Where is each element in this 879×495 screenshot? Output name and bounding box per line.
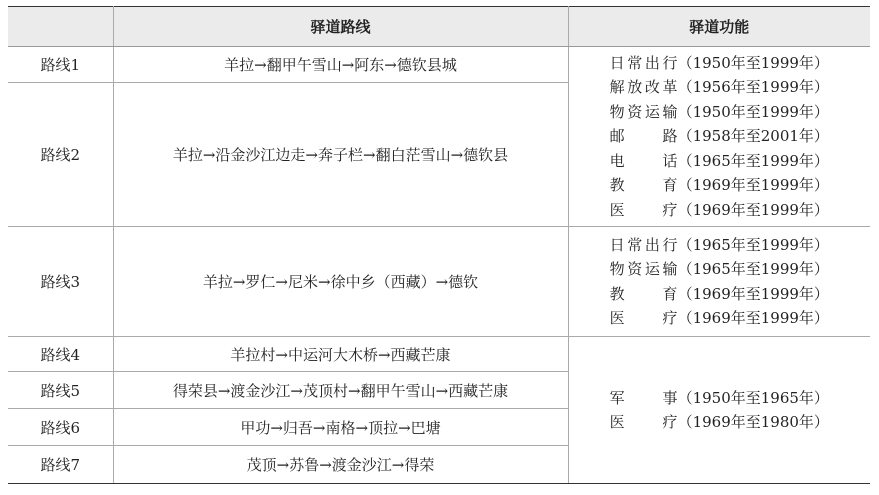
function-period: （1969年至1999年） [677, 200, 829, 219]
function-name: 教育 [609, 284, 678, 303]
function-period: （1969年至1999年） [677, 284, 829, 303]
function-period: （1965年至1999年） [677, 260, 829, 278]
function-name: 日常出行 [609, 53, 678, 72]
route-path: 羊拉→罗仁→尼米→徐中乡（西藏）→德钦 [113, 227, 568, 337]
function-period: （1965年至1999年） [677, 235, 829, 254]
function-period: （1950年至1999年） [677, 102, 829, 121]
route-name: 路线6 [8, 409, 113, 446]
function-item [610, 410, 829, 435]
table-header [8, 7, 870, 47]
route-name: 路线4 [8, 337, 113, 372]
function-period: （1958年至2001年） [677, 127, 829, 146]
function-period: （1969年至1999年） [677, 309, 829, 327]
function-item [610, 233, 829, 258]
table-row [8, 337, 870, 372]
function-name: 电话 [609, 151, 678, 170]
function-name: 教育 [609, 176, 678, 195]
function-cell [568, 337, 870, 484]
route-name: 路线7 [8, 446, 113, 484]
header-row [8, 7, 870, 47]
route-path: 甲功→归吾→南格→顶拉→巴塘 [113, 409, 568, 446]
function-name: 医疗 [609, 413, 678, 431]
table-body [8, 47, 870, 484]
function-list [610, 386, 829, 435]
function-name: 医疗 [609, 200, 678, 219]
function-item [610, 173, 829, 198]
route-path: 羊拉村→中运河大木桥→西藏芒康 [113, 337, 568, 372]
table-row [8, 227, 870, 337]
route-name: 路线5 [8, 372, 113, 409]
header-blank [8, 7, 113, 47]
function-name: 军事 [609, 388, 678, 407]
route-path: 茂顶→苏鲁→渡金沙江→得荣 [113, 446, 568, 484]
function-period: （1969年至1999年） [677, 176, 829, 195]
function-period: （1965年至1999年） [677, 151, 829, 170]
function-item [610, 257, 829, 282]
function-list [610, 51, 829, 223]
table-row [8, 47, 870, 83]
function-item [610, 306, 829, 331]
function-list [610, 233, 829, 331]
function-name: 医疗 [609, 309, 678, 327]
header-function: 驿道功能 [568, 7, 870, 47]
function-period: （1950年至1965年） [677, 388, 829, 407]
function-name: 邮路 [609, 127, 678, 146]
function-item [610, 198, 829, 223]
function-item [610, 282, 829, 307]
route-path: 羊拉→翻甲午雪山→阿东→德钦县城 [113, 47, 568, 83]
route-table [8, 6, 870, 484]
route-path: 羊拉→沿金沙江边走→奔子栏→翻白茫雪山→德钦县 [113, 83, 568, 227]
function-name: 物资运输 [609, 102, 678, 121]
function-name: 解放改革 [609, 78, 678, 97]
function-item [610, 75, 829, 100]
function-item [610, 386, 829, 411]
function-item [610, 124, 829, 149]
function-period: （1969年至1980年） [677, 413, 829, 431]
route-name: 路线3 [8, 227, 113, 337]
function-cell [568, 47, 870, 227]
function-item [610, 149, 829, 174]
function-name: 日常出行 [609, 235, 678, 254]
function-period: （1956年至1999年） [677, 78, 829, 97]
function-name: 物资运输 [609, 260, 678, 278]
function-item [610, 100, 829, 125]
function-item [610, 51, 829, 76]
function-cell [568, 227, 870, 337]
route-name: 路线1 [8, 47, 113, 83]
header-route: 驿道路线 [113, 7, 568, 47]
route-path: 得荣县→渡金沙江→茂顶村→翻甲午雪山→西藏芒康 [113, 372, 568, 409]
function-period: （1950年至1999年） [677, 53, 829, 72]
route-name: 路线2 [8, 83, 113, 227]
